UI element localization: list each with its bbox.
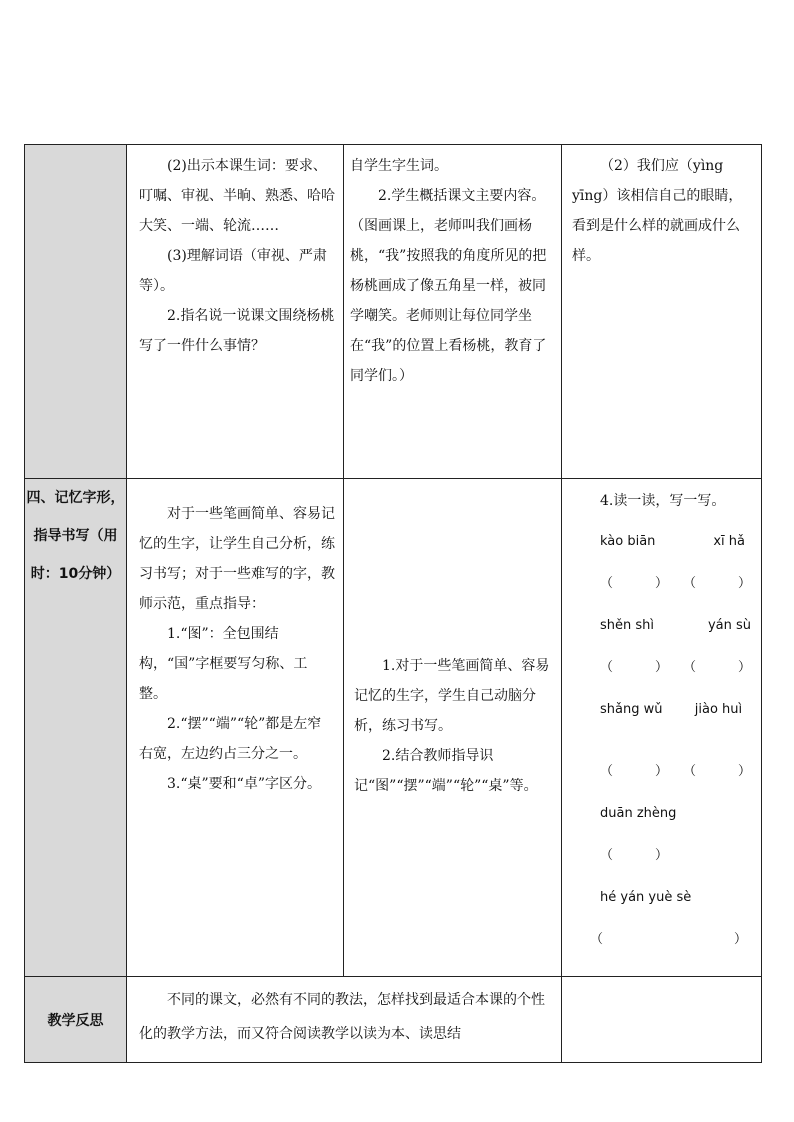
pinyin-kaobian: kào biān (600, 534, 656, 549)
row-writing-exercise-cell (562, 479, 762, 977)
row-reflection-label (25, 977, 127, 1063)
row-reflection (25, 977, 762, 1063)
answer-box[interactable]: （ ） (600, 848, 669, 863)
row-reflection-empty-cell (562, 977, 762, 1063)
pinyin-shangwu: shǎng wǔ (600, 702, 663, 717)
section-title-reflection: 教学反思 (47, 1012, 104, 1029)
answer-box[interactable]: （ ） (682, 764, 751, 779)
row-writing-teacher-cell (127, 479, 344, 977)
answer-box[interactable]: （ ） (600, 660, 669, 675)
answer-box-open[interactable]: （ (590, 932, 604, 947)
student-step-selfstudy: 自学生字生词。 (350, 158, 448, 174)
row-intro-student-cell (344, 145, 562, 479)
row-writing (25, 479, 762, 977)
exercise-title: 4.读一读，写一写。 (600, 493, 726, 509)
answer-box[interactable]: （ ） (600, 576, 669, 591)
row-intro-label-cell (25, 145, 127, 479)
teacher-step-retell: 2.指名说一说课文围绕杨桃写了一件什么事情？ (139, 308, 335, 354)
student-guide-memorize: 2.结合教师指导识记“图”“摆”“端”“轮”“桌”等。 (354, 747, 538, 794)
section-title-writing: 四、记忆字形，指导书写（用时：10分钟） (26, 490, 125, 582)
row-writing-label (25, 479, 127, 977)
answer-box[interactable]: （ ） (600, 764, 669, 779)
teacher-step-vocab: (2)出示本课生词：要求、叮嘱、审视、半晌、熟悉、哈哈大笑、一端、轮流…… (139, 158, 335, 234)
pinyin-xiha: xī hǎ (713, 534, 745, 549)
row-intro-exercise-cell (562, 145, 762, 479)
student-step-summary: 2.学生概括课文主要内容。（图画课上，老师叫我们画杨桃，“我”按照我的角度所见的把杨桃画成了像五角星一样，被同学嘲笑。老师则让每位同学坐在“我”的位置上看杨桃，教育了同学们。） (350, 188, 547, 384)
teacher-step-explain: (3)理解词语（审视、严肃等）。 (139, 248, 327, 294)
student-guide-analyze: 1.对于一些笔画简单、容易记忆的生字，学生自己动脑分析，练习书写。 (354, 657, 550, 734)
teacher-guide-tu: 1.“图”：全包围结构，“国”字框要写匀称、工整。 (139, 626, 308, 702)
row-intro (25, 145, 762, 479)
pinyin-yansu: yán sù (707, 618, 751, 633)
row-writing-student-cell (344, 479, 562, 977)
exercise-polyphone: （2）我们应（yìng yīng）该相信自己的眼睛，看到是什么样的就画成什么样。 (572, 158, 743, 264)
answer-box-close[interactable]: ） (733, 932, 747, 947)
teacher-guide-zhuo: 3.“桌”要和“卓”字区分。 (167, 776, 321, 792)
teacher-guide-bai: 2.“摆”“端”“轮”都是左窄右宽，左边约占三分之一。 (139, 716, 322, 762)
pinyin-shenshi: shěn shì (600, 618, 655, 633)
reflection-text: 不同的课文，必然有不同的教法，怎样找到最适合本课的个性化的教学方法，而又符合阅读教学以读为本、读思结 (139, 992, 545, 1042)
teacher-guide-intro: 对于一些笔画简单、容易记忆的生字，让学生自己分析，练习书写；对于一些难写的字，教师示范，重点指导： (139, 506, 335, 612)
pinyin-jiaohui: jiào huì (694, 702, 743, 717)
row-intro-teacher-cell (127, 145, 344, 479)
answer-box[interactable]: （ ） (682, 576, 751, 591)
pinyin-duanzheng: duān zhèng (600, 806, 677, 821)
row-reflection-text-cell (127, 977, 562, 1063)
pinyin-heyanyuese: hé yán yuè sè (600, 890, 692, 905)
answer-box[interactable]: （ ） (682, 660, 751, 675)
lesson-table (24, 144, 762, 1063)
